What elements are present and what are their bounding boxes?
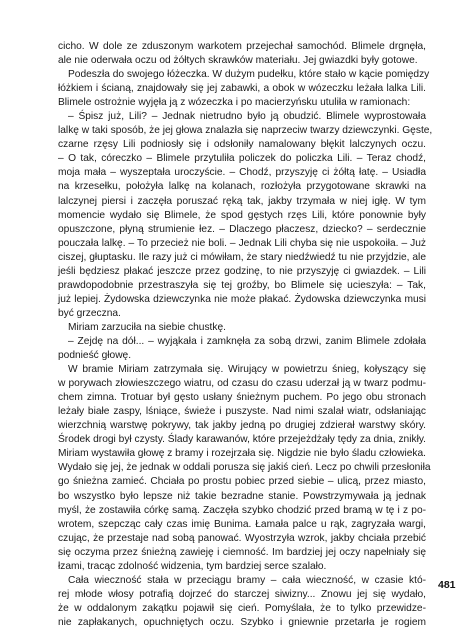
text-line: moja mała – wyszeptała uroczyście. – Chodź, przyszyję ci żółtą łatę. – Usiadła — [58, 167, 426, 179]
text-line: łóżkiem i ścianą, znajdowały się jej zabawki, a obok w wózeczku leżała lalka Lili. — [58, 83, 426, 95]
text-line: rej młode włosy potrafią dojrzeć do starczej siwizny... Znowu jej się wydało, — [58, 588, 426, 600]
text-line: – Zejdę na dół... – wyjąkała i zamknęła za sobą drzwi, zanim Blimele zdołała — [68, 335, 426, 347]
text-line: leżały białe zaspy, lśniące, świeże i puszyste. Nad nimi szalał wiatr, odsłaniając — [58, 406, 426, 418]
text-line: być grzeczna. — [58, 307, 121, 319]
text-line: Blimele ostrożnie wyjęła ją z wózeczka i po macierzyńsku utuliła w ramionach: — [58, 97, 411, 109]
text-line: opuszczone, płyną strumienie łez. – Dlaczego płaczesz, dziecko? – serdecznie — [58, 223, 426, 235]
text-line: na krzesełku, położyła lalkę na kolanach, rozłożyła przygotowane skrawki na — [58, 181, 426, 193]
text-line: ale nie oderwała oczu od żółtych skrawków materiału. Jej gwiazdki były gotowe. — [58, 55, 418, 67]
page-text-body — [58, 40, 433, 630]
text-line: czując, że przestaje nad sobą panować. Wyostrzyła wzrok, jakby chciała przebić — [58, 532, 426, 544]
text-line: że w oddalonym zakątku pojawił się cień. Pomyślała, że to tylko przewidze- — [58, 602, 426, 614]
text-line: pouczała lalkę. – To przecież nie boli. – Jednak Lili chyba się nie uspokoiła. – Już — [58, 237, 426, 249]
text-line: jeśli będziesz płakać jeszcze przez godzinę, to nie przyszyję ci gwiazdek. – Lili — [58, 265, 426, 277]
text-line: wierzchnią warstwę pokrywy, tak jakby jedną po drugiej zdzierał warstwy skóry. — [58, 420, 426, 432]
text-line: go śnieżna zamieć. Chciała po prostu pobiec przed siebie – ulicą, przez miasto, — [58, 476, 426, 488]
text-line: Miriam wystawiła głowę z bramy i rozejrzała się. Nigdzie nie było śladu człowieka. — [58, 448, 427, 460]
text-line: lalczynej piersi i zaczęła poruszać ręką tak, jakby trzymała w niej igłę. W tym — [58, 195, 426, 207]
text-line: W bramie Miriam zatrzymała się. Wirujący w powietrzu śnieg, kołyszący się — [68, 364, 426, 376]
text-line: podnieść głowę. — [58, 350, 132, 362]
page-number: 481 — [438, 579, 456, 591]
text-line: bo wszystko było lepsze niż takie bezradne stanie. Powstrzymywała ją jednak — [58, 490, 426, 502]
text-line: czarne rzęsy Lili podniosły się i odsłoniły namalowany błękit lalczynych oczu. — [58, 139, 426, 151]
text-line: ciszej, głuptasku. Ile razy już ci mówiłam, że stary niedźwiedź tu nie przyjdzie, ale — [58, 251, 426, 263]
text-line: myśl, że zostawiła córkę samą. Zaczęła szybko chodzić przed bramą w tę i z po- — [58, 504, 426, 516]
text-line: – O tak, córeczko – Blimele przytuliła policzek do policzka Lili. – Teraz chodź, — [58, 153, 426, 165]
text-line: Cała wieczność stała w przeciągu bramy – cała wieczność, w czasie któ- — [68, 574, 426, 586]
text-line: cicho. W dole ze zduszonym warkotem przejechał samochód. Blimele drgnęła, — [58, 41, 426, 52]
text-line: Środek drogi był czysty. Ślady karawanów, które przejeżdżały tędy za dnia, znikły. — [58, 434, 426, 446]
text-line: łzami, tracąc zdolność widzenia, tym bardziej serce szalało. — [58, 560, 327, 572]
text-line: się oczyma przez śnieżną zawieję i ciemność. Im bardziej jej oczy napełniały się — [58, 546, 426, 558]
text-line: wrotem, szepcząc cały czas imię Bunima. Łamała palce u rąk, zagryzała wargi, — [58, 518, 426, 530]
text-line: prawdopodobnie przestraszyła się tej groźby, bo Blimele się ucieszyła: – Tak, — [58, 279, 426, 291]
text-line: lalkę w taki sposób, że jej głowa znalazła się naprzeciw twarzy dziewczynki. Gęste, — [58, 125, 433, 137]
text-line: Podeszła do swojego łóżeczka. W dużym pudełku, które stało w kącie pomiędzy — [68, 69, 430, 81]
text-line: już lepiej. Żydowska dziewczynka nie może płakać. Żydowska dziewczynka musi — [58, 293, 426, 305]
text-line: momencie wydało się Blimele, że spod gęstych rzęs Lili, które ponownie były — [58, 209, 426, 221]
text-line: – Śpisz już, Lili? – Jednak nietrudno było ją obudzić. Blimele wyprostowała — [68, 111, 426, 123]
text-line: nie zapłakanych, opuchniętych oczu. Szybko i gniewnie przetarła je rogiem — [58, 616, 426, 628]
text-line: Wydało się jej, że jednak w oddali porusza się jakiś cień. Lecz po chwili przesłoniła — [58, 462, 431, 474]
text-line: chem zimna. Trotuar był gęsto usłany śnieżnym puchem. Po jego obu stronach — [58, 392, 426, 404]
text-line: Miriam zarzuciła na siebie chustkę. — [68, 321, 226, 333]
text-line: w porywach złowieszczego wiatru, od czasu do czasu uderzał ją w twarz podmu- — [58, 378, 426, 390]
